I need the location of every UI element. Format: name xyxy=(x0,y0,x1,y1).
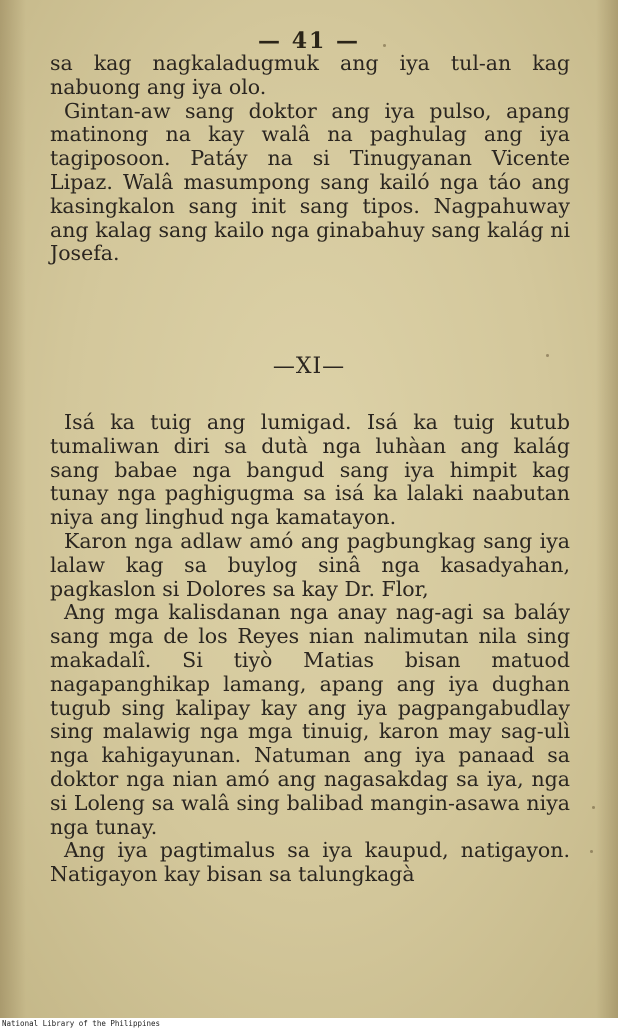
paragraph: Karon nga adlaw amó ang pagbungkag sang iya lalaw kag sa buylog sinâ nga kasadyahan, pagkaslon si Dolores sa kay Dr. Flor, xyxy=(50,528,570,601)
page-number: — 41 — xyxy=(258,28,360,54)
page-edge-shadow-right xyxy=(596,0,618,1018)
paper-speck xyxy=(590,850,593,853)
paragraph: Gintan-aw sang doktor ang iya pulso, apang matinong na kay walâ na paghulag ang iya tagiposoon. Patáy na si Tinugyanan Vicente Lipaz. Walâ masumpong sang kailó nga táo ang kasingkalon sang init sang tipos. Nagpahuway ang kalag sang kailo nga ginabahuy sang kalág ni Josefa. xyxy=(50,98,570,266)
paper-speck xyxy=(383,44,386,47)
paper-speck xyxy=(592,806,595,809)
paragraph: Ang mga kalisdanan nga anay nag-agi sa baláy sang mga de los Reyes nian nalimutan nila sing makadalî. Si tiyò Matias bisan matuod nagapanghikap lamang, apang ang iya dughan tugub sing kalipay kay ang iya pagpangabudlay sing malawig nga mga tinuig, karon may sag-ulì nga kahigayunan. Natuman ang iya panaad sa doktor nga nian amó ang nagasakdag sa iya, nga si Loleng sa walâ sing balibad mangin-asawa niya nga tunay. xyxy=(50,600,570,839)
library-watermark: National Library of the Philippines xyxy=(2,1019,161,1028)
text-block-top xyxy=(50,52,570,266)
section-heading: —XI— xyxy=(272,354,346,379)
paper-speck xyxy=(546,354,549,357)
page-edge-shadow-left xyxy=(0,0,26,1018)
paragraph: Isá ka tuig ang lumigad. Isá ka tuig kutub tumaliwan diri sa dutà nga luhàan ang kalág sang babae nga bangud sang iya himpit kag tunay nga paghigugma sa isá ka lalaki naabutan niya ang linghud nga kamatayon. xyxy=(50,410,570,530)
text-block-bottom xyxy=(50,411,570,887)
paragraph: sa kag nagkaladugmuk ang iya tul-an kag nabuong ang iya olo. xyxy=(50,51,570,99)
paragraph: Ang iya pagtimalus sa iya kaupud, natigayon. Natigayon kay bisan sa talungkagà xyxy=(50,838,570,887)
